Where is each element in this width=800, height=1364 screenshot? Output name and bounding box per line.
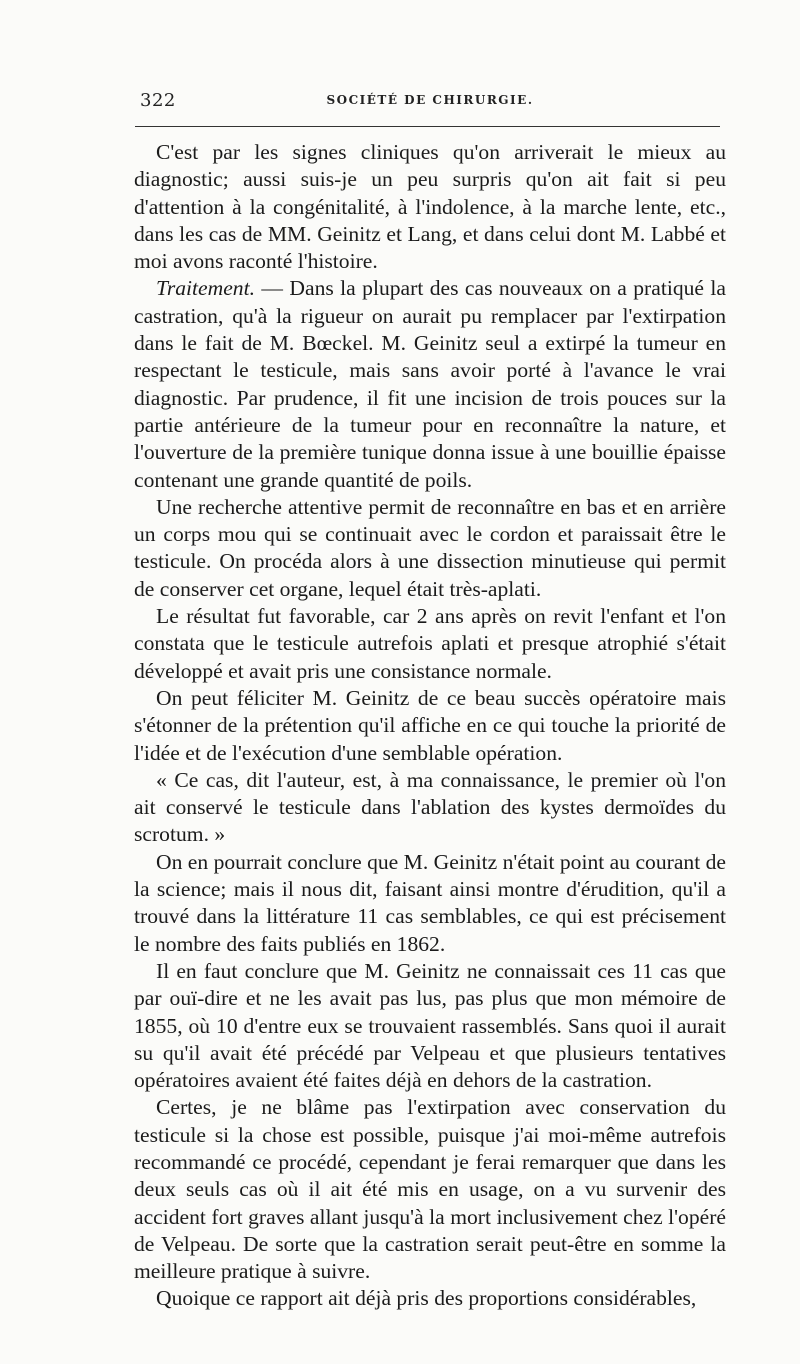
paragraph: On peut féliciter M. Geinitz de ce beau succès opératoire mais s'étonner de la prétention qu'il affiche en ce qui touche la priorité de l'idée et de l'exécution d'une semblable opération. <box>134 685 726 765</box>
paragraph: Certes, je ne blâme pas l'extirpation avec conservation du testicule si la chose est possible, puisque j'ai moi-même autrefois recommandé ce procédé, cependant je ferai remarquer que dans les deux seuls cas où il ait été mis en usage, on a vu survenir des accident fort graves allant jusqu'à la mort inclusivement chez l'opéré de Velpeau. De sorte que la castration serait peut-être en somme la meilleure pratique à suivre. <box>134 1095 726 1284</box>
paragraph: Il en faut conclure que M. Geinitz ne connaissait ces 11 cas que par ouï-dire et ne les avait pas lus, pas plus que mon mémoire de 1855, où 10 d'entre eux se trouvaient rassemblés. Sans quoi il aurait su qu'il avait été précédé par Velpeau et que plusieurs tentatives opératoires avaient été faites déjà en dehors de la castration. <box>134 958 726 1093</box>
body-text <box>134 139 726 1313</box>
paragraph-quotation: « Ce cas, dit l'auteur, est, à ma connaissance, le premier où l'on ait conservé le testicule dans l'ablation des kystes dermoïdes du scrotum. » <box>134 767 726 847</box>
paragraph: Une recherche attentive permit de reconnaître en bas et en arrière un corps mou qui se continuait avec le cordon et paraissait être le testicule. On procéda alors à une dissection minutieuse qui permit de conserver cet organe, lequel était très-aplati. <box>134 494 726 601</box>
page-header <box>140 90 720 114</box>
page-number: 322 <box>140 90 176 111</box>
paragraph: Quoique ce rapport ait déjà pris des proportions considérables, <box>156 1286 697 1311</box>
header-rule <box>135 126 720 127</box>
paragraph: Le résultat fut favorable, car 2 ans après on revit l'enfant et l'on constata que le testicule autrefois aplati et presque atrophié s'était développé et avait pris une consistance normale. <box>134 604 726 683</box>
paragraph-text: — Dans la plupart des cas nouveaux on a pratiqué la castration, qu'à la rigueur on aurait pu remplacer par l'extirpation dans le fait de M. Bœckel. M. Geinitz seul a extirpé la tumeur en respectant le testicule, mais sans avoir porté à l'avance le vrai diagnostic. Par prudence, il fit une incision de trois pouces sur la partie antérieure de la tumeur pour en reconnaître la nature, et l'ouverture de la première tunique donna issue à une bouillie épaisse contenant une grande quantité de poils. <box>134 276 726 492</box>
paragraph: C'est par les signes cliniques qu'on arriverait le mieux au diagnostic; aussi suis-je un peu surpris qu'on ait fait si peu d'attention à la congénitalité, à l'indolence, à la marche lente, etc., dans les cas de MM. Geinitz et Lang, et dans celui dont M. Labbé et moi avons raconté l'histoire. <box>134 140 726 274</box>
running-head: SOCIÉTÉ DE CHIRURGIE. <box>326 93 534 107</box>
paragraph: On en pourrait conclure que M. Geinitz n'était point au courant de la science; mais il nous dit, faisant ainsi montre d'érudition, qu'il a trouvé dans la littérature 11 cas semblables, ce qui est précisement le nombre des faits publiés en 1862. <box>134 849 726 956</box>
section-lead-traitement: Traitement. <box>156 276 255 301</box>
paragraph <box>134 275 726 493</box>
